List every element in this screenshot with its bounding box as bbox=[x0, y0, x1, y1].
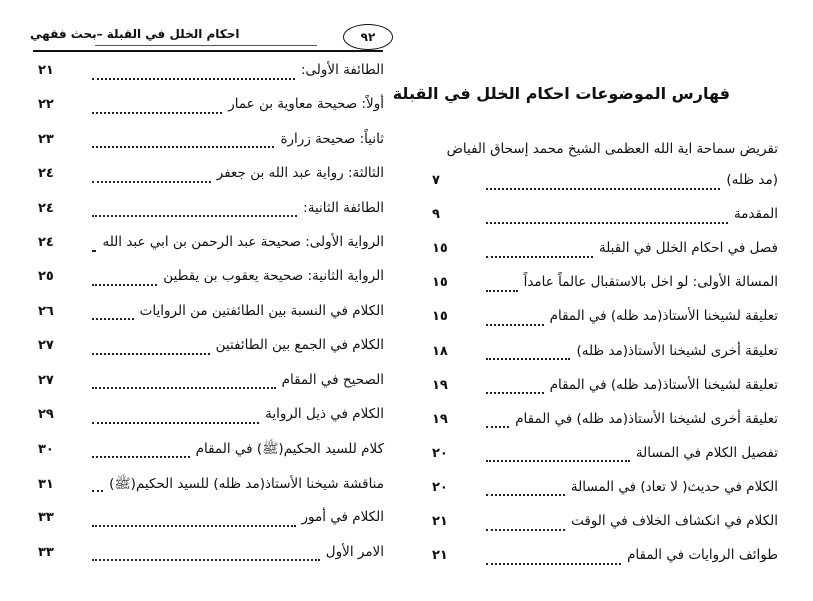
dot-leader bbox=[92, 283, 157, 286]
toc-entry-page: ٢٠ bbox=[432, 445, 448, 461]
header-rule bbox=[33, 50, 383, 52]
toc-entry-page: ٢٧ bbox=[38, 338, 54, 354]
toc-entry-page: ٩ bbox=[432, 207, 440, 223]
dot-leader bbox=[486, 562, 621, 565]
toc-entry-page: ٢٥ bbox=[38, 269, 54, 285]
dot-leader bbox=[486, 528, 565, 531]
right-page bbox=[392, 0, 813, 601]
toc-entry-title: الامر الأول bbox=[325, 543, 384, 560]
toc-entry bbox=[38, 475, 384, 497]
toc-entry-page: ١٩ bbox=[432, 377, 448, 393]
dot-leader bbox=[92, 180, 211, 183]
dot-leader bbox=[92, 214, 297, 217]
toc-entry bbox=[38, 200, 384, 222]
dot-leader bbox=[92, 386, 276, 389]
toc-entry bbox=[38, 62, 384, 84]
toc-entry-title: تعليقة لشيخنا الأستاذ(مد ظله) في المقام bbox=[549, 308, 778, 325]
toc-entry-title: مناقشة شيخنا الأستاذ(مد ظله) للسيد الحكيم(ﷺ) bbox=[109, 475, 384, 492]
toc-entry bbox=[38, 96, 384, 118]
toc-entry bbox=[38, 440, 384, 462]
dot-leader bbox=[92, 421, 259, 424]
toc-entry bbox=[432, 377, 778, 399]
toc-entry-title: الكلام في انكشاف الخلاف في الوقت bbox=[571, 513, 778, 529]
toc-entry bbox=[38, 165, 384, 187]
dot-leader bbox=[486, 425, 509, 428]
toc-entry-title: الكلام في الجمع بين الطائفتين bbox=[215, 337, 384, 354]
toc-entry-title: (مد ظله) bbox=[726, 172, 778, 188]
toc-entry-page: ١٩ bbox=[432, 411, 448, 427]
toc-entry-page: ٢١ bbox=[432, 514, 448, 529]
dot-leader bbox=[486, 187, 720, 190]
dot-leader bbox=[92, 489, 103, 492]
toc-entry-page: ٢٢ bbox=[38, 97, 54, 113]
dot-leader bbox=[486, 357, 570, 360]
dot-leader bbox=[92, 111, 222, 114]
dot-leader bbox=[92, 317, 134, 320]
toc-entry-title: فصل في احكام الخلل في القبلة bbox=[598, 240, 778, 257]
toc-entry bbox=[432, 240, 778, 262]
toc-entry bbox=[38, 372, 384, 394]
toc-entry bbox=[432, 343, 778, 365]
toc-entry-page: ٣١ bbox=[38, 476, 54, 492]
toc-entry bbox=[432, 479, 778, 501]
dot-leader bbox=[92, 249, 96, 252]
toc-entry-page: ٢٧ bbox=[38, 372, 54, 388]
toc-entry-title: الكلام في حديث( لا تعاد) في المسالة bbox=[570, 478, 778, 495]
toc-entry bbox=[432, 411, 778, 433]
dot-leader bbox=[92, 455, 190, 458]
toc-entry-page: ١٥ bbox=[432, 309, 448, 325]
dot-leader bbox=[486, 391, 544, 394]
toc-entry-title: الرواية الأولى: صحيحة عبد الرحمن بن ابي عبد الله bbox=[102, 234, 384, 250]
toc-entry bbox=[432, 547, 778, 569]
toc-entry bbox=[432, 513, 778, 535]
toc-entry bbox=[38, 268, 384, 290]
dot-leader bbox=[486, 255, 593, 258]
toc-entry-title: تقريض سماحة اية الله العظمى الشيخ محمد إسحاق الفياض bbox=[446, 141, 778, 157]
toc-entry-page: ١٥ bbox=[432, 241, 448, 257]
toc-entry-title: المسالة الأولى: لو اخل بالاستقبال عالماً عامداً bbox=[523, 274, 778, 291]
toc-entry-title: الكلام في أمور bbox=[301, 509, 384, 526]
toc-entry bbox=[432, 172, 778, 194]
dot-leader bbox=[486, 323, 544, 326]
toc-entry-title: الكلام في النسبة بين الطائفتين من الروايات bbox=[139, 302, 384, 319]
toc-entry-title: الطائفة الأولى: bbox=[300, 62, 384, 78]
dot-leader bbox=[92, 352, 210, 355]
toc-entry-page: ١٥ bbox=[432, 275, 448, 291]
toc-entry-page: ٢١ bbox=[432, 548, 448, 564]
toc-entry bbox=[38, 234, 384, 256]
toc-entry bbox=[432, 308, 778, 330]
dot-leader bbox=[486, 459, 630, 462]
dot-leader bbox=[486, 289, 518, 292]
toc-entry-title: الرواية الثانية: صحيحة يعقوب بن يقطين bbox=[163, 268, 384, 285]
toc-intro-line bbox=[432, 141, 778, 163]
toc-entry-title: تعليقة أخرى لشيخنا الأستاذ(مد ظله) في المقام bbox=[515, 410, 778, 427]
toc-entry-page: ٣٣ bbox=[38, 510, 54, 526]
toc-entry bbox=[38, 303, 384, 325]
toc-entry bbox=[38, 544, 384, 566]
toc-entry-page: ٢٤ bbox=[38, 235, 54, 250]
toc-entry-title: أولاً: صحيحة معاوية بن عمار bbox=[228, 96, 384, 113]
toc-entry bbox=[432, 274, 778, 296]
toc-entry-page: ٢٩ bbox=[38, 407, 54, 422]
dot-leader bbox=[92, 558, 320, 561]
toc-entry-page: ٧ bbox=[432, 173, 440, 188]
toc-entry-title: تعليقة لشيخنا الأستاذ(مد ظله) في المقام bbox=[549, 376, 778, 393]
toc-entry-title: المقدمة bbox=[733, 206, 778, 223]
toc-entry-page: ٢٤ bbox=[38, 166, 54, 182]
toc-entry-page: ٣٠ bbox=[38, 442, 54, 458]
toc-entry-title: تعليقة أخرى لشيخنا الأستاذ(مد ظله) bbox=[576, 342, 778, 359]
toc-entry bbox=[432, 445, 778, 467]
toc-entry bbox=[38, 337, 384, 359]
dot-leader bbox=[92, 77, 295, 80]
page-title: فهارس الموضوعات احكام الخلل في القبلة bbox=[392, 84, 730, 103]
dot-leader bbox=[92, 524, 296, 527]
toc-entry-page: ٢٤ bbox=[38, 200, 54, 216]
toc-entry-page: ١٨ bbox=[432, 343, 448, 359]
toc-entry-page: ٢٣ bbox=[38, 131, 54, 147]
toc-entry-page: ٢١ bbox=[38, 63, 54, 78]
toc-entry bbox=[38, 131, 384, 153]
toc-entry-page: ٢٦ bbox=[38, 303, 54, 319]
toc-entry bbox=[38, 406, 384, 428]
dot-leader bbox=[92, 145, 274, 148]
toc-entry bbox=[432, 206, 778, 228]
toc-entry-page: ٣٣ bbox=[38, 544, 54, 560]
toc-entry-title: الصحيح في المقام bbox=[281, 371, 384, 388]
toc-entry-title: الثالثة: رواية عبد الله بن جعفر bbox=[216, 165, 384, 182]
toc-entry bbox=[38, 509, 384, 531]
toc-entry-title: تفصيل الكلام في المسالة bbox=[635, 444, 778, 461]
toc-entry-title: الكلام في ذيل الرواية bbox=[265, 406, 384, 422]
dot-leader bbox=[486, 493, 565, 496]
running-header: احكام الخلل في القبلة –بحث فقهي bbox=[30, 27, 240, 41]
dot-leader bbox=[486, 221, 728, 224]
toc-entry-page: ٢٠ bbox=[432, 479, 448, 495]
header-underline bbox=[95, 45, 317, 46]
toc-entry-title: طوائف الروايات في المقام bbox=[627, 547, 778, 564]
toc-entry-title: كلام للسيد الحكيم(ﷺ) في المقام bbox=[195, 441, 384, 458]
toc-entry-title: الطائفة الثانية: bbox=[303, 199, 384, 216]
toc-entry-title: ثانياً: صحيحة زرارة bbox=[280, 130, 384, 147]
page-number: ٩٢ bbox=[343, 24, 393, 50]
